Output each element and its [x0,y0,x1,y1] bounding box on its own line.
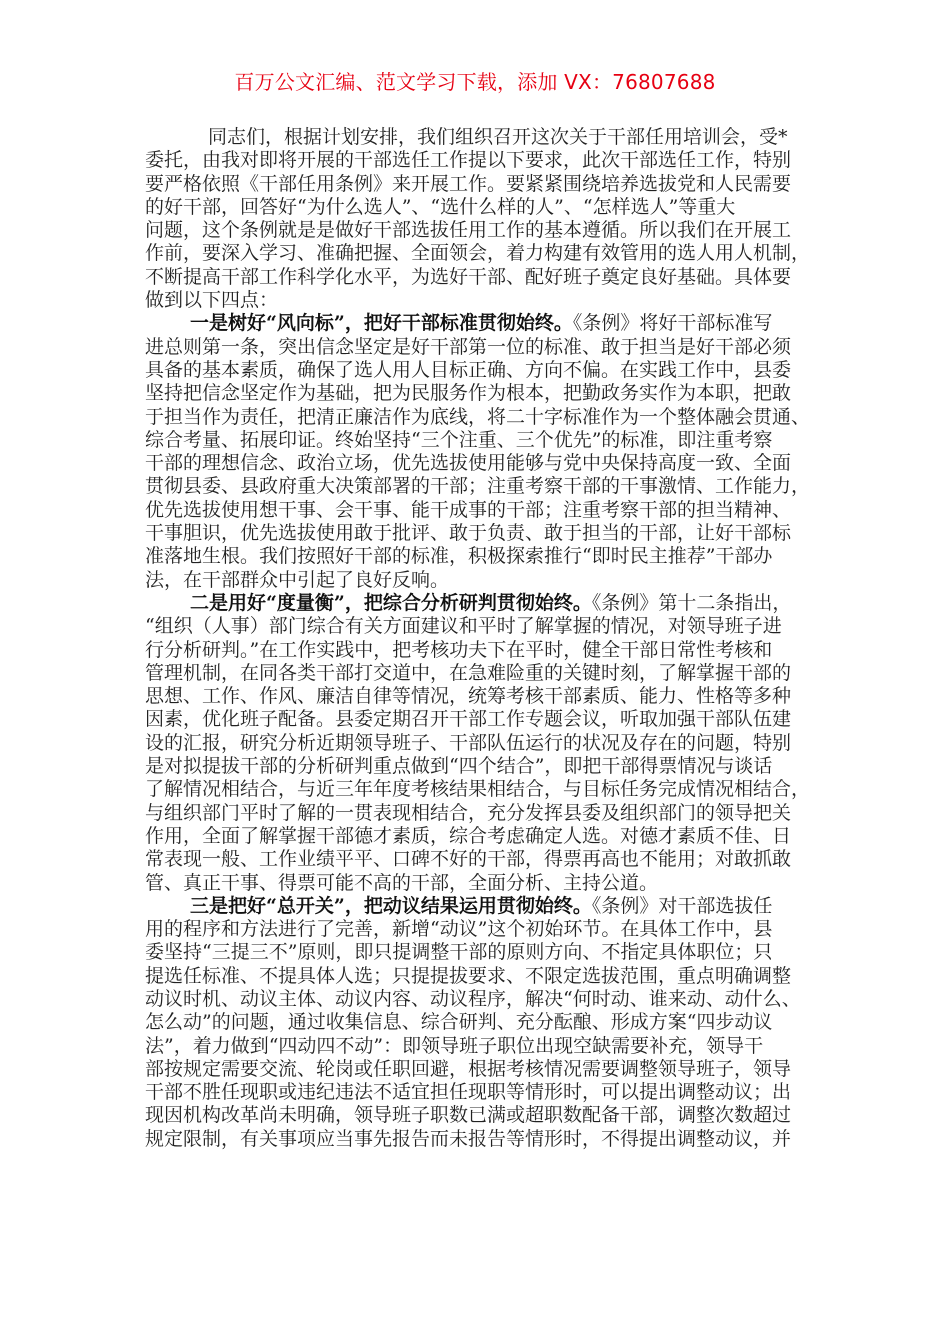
document-body [145,126,825,1151]
paragraph [145,126,825,312]
line-text: 思想、工作、作风、廉洁自律等情况，统筹考核干部素质、能力、性格等多种 [145,685,792,708]
text-line [145,173,825,196]
line-text: 干事胆识，优先选拔使用敢于批评、敢于负责、敢于担当的干部，让好干部标 [145,522,792,545]
line-text: “组织（人事）部门综合有关方面建议和平时了解掌握的情况，对领导班子进 [145,615,782,638]
line-text: 是对拟提拔干部的分析研判重点做到“四个结合”，即把干部得票情况与谈话 [145,755,773,778]
line-text: 部按规定需要交流、轮岗或任职回避，根据考核情况需要调整领导班子，领导 [145,1057,792,1080]
line-text: 坚持把信念坚定作为基础，把为民服务作为根本，把勤政务实作为本职，把敢 [145,382,792,405]
text-line [145,289,825,312]
text-line [145,242,825,265]
text-line [145,732,825,755]
text-line [145,988,825,1011]
line-text: 要严格依照《干部任用条例》来开展工作。要紧紧围绕培养选拔党和人民需要 [145,172,792,195]
text-line [145,1035,825,1058]
line-text: 委托，由我对即将开展的干部选任工作提以下要求，此次干部选任工作，特别 [145,149,792,172]
text-line [145,359,825,382]
line-text: 做到以下四点： [145,289,279,312]
line-text: 问题，这个条例就是是做好干部选拔任用工作的基本遵循。所以我们在开展工 [145,219,792,242]
text-line [145,708,825,731]
text-line [145,196,825,219]
text-line [145,685,825,708]
text-line [145,802,825,825]
text-line [145,662,825,685]
text-line [145,1081,825,1104]
line-text: 作用，全面了解掌握干部德才素质，综合考虑确定人选。对德才素质不佳、日 [145,824,792,847]
line-text: 具备的基本素质，确保了选人用人目标正确、方向不偏。在实践工作中，县委 [145,358,792,381]
line-text: 进总则第一条，突出信念坚定是好干部第一位的标准、敢于担当是好干部必须 [145,335,792,358]
line-text: 用的程序和方法进行了完善，新增“动议”这个初始环节。在具体工作中，县 [145,918,773,941]
section-heading: 三是把好“总开关”，把动议结果运用贯彻始终。 [190,894,592,917]
text-line [145,941,825,964]
text-line [145,895,825,918]
line-text: 怎么动”的问题，通过收集信息、综合研判、充分酝酿、形成方案“四步动议 [145,1011,773,1034]
line-text: 提选任标准、不提具体人选；只提提拔要求、不限定选拔范围，重点明确调整 [145,964,792,987]
text-line [145,266,825,289]
line-text: 与组织部门平时了解的一贯表现相结合，充分发挥县委及组织部门的领导把关 [145,801,792,824]
text-line [145,312,825,335]
line-text: 常表现一般、工作业绩平平、口碑不好的干部，得票再高也不能用；对敢抓敢 [145,848,792,871]
line-text: 了解情况相结合，与近三年年度考核结果相结合，与目标任务完成情况相结合， [145,778,811,801]
text-line [145,406,825,429]
text-line [145,1128,825,1151]
line-text: 法，在干部群众中引起了良好反响。 [145,568,450,591]
line-text: 准落地生根。我们按照好干部的标准，积极探索推行“即时民主推荐”干部办 [145,545,773,568]
text-line [145,522,825,545]
section-heading: 一是树好“风向标”，把好干部标准贯彻始终。 [190,312,573,335]
text-line [145,382,825,405]
line-text: 委坚持“三提三不”原则，即只提调整干部的原则方向、不指定具体职位；只 [145,941,773,964]
text-line [145,755,825,778]
text-line [145,778,825,801]
line-text: 同志们，根据计划安排，我们组织召开这次关于干部任用培训会，受* [208,126,788,148]
text-line [145,336,825,359]
line-text: 作前，要深入学习、准确把握、全面领会，着力构建有效管用的选人用人机制， [145,242,811,265]
text-line [145,429,825,452]
paragraph [145,895,825,1151]
text-line [145,219,825,242]
line-text: 管理机制，在同各类干部打交道中，在急难险重的关键时刻，了解掌握干部的 [145,661,792,684]
text-line [145,848,825,871]
line-text: 贯彻县委、县政府重大决策部署的干部；注重考察干部的干事激情、工作能力， [145,475,811,498]
line-text: 因素，优化班子配备。县委定期召开干部工作专题会议，听取加强干部队伍建 [145,708,792,731]
line-text: 行分析研判。”在工作实践中，把考核功夫下在平时，健全干部日常性考核和 [145,638,773,661]
line-text: 的好干部，回答好“为什么选人”、“选什么样的人”、“怎样选人”等重大 [145,195,736,218]
text-line [145,452,825,475]
text-line [145,545,825,568]
line-text: 优先选拔使用想干事、会干事、能干成事的干部；注重考察干部的担当精神、 [145,498,792,521]
text-line [145,475,825,498]
text-line [145,1011,825,1034]
line-text: 《条例》将好干部标准写 [572,312,773,335]
text-line [145,918,825,941]
text-line [145,149,825,172]
section-heading: 二是用好“度量衡”，把综合分析研判贯彻始终。 [190,591,592,614]
line-text: 动议时机、动议主体、动议内容、动议程序，解决“何时动、谁来动、动什么、 [145,987,801,1010]
text-line [145,499,825,522]
text-line [145,872,825,895]
line-text: 管、真正干事、得票可能不高的干部，全面分析、主持公道。 [145,871,659,894]
line-text: 设的汇报，研究分析近期领导班子、干部队伍运行的状况及存在的问题，特别 [145,731,792,754]
watermark-header: 百万公文汇编、范文学习下载，添加 VX：76807688 [234,70,716,94]
line-text: 法”，着力做到“四动四不动”：即领导班子职位出现空缺需要补充，领导干 [145,1034,764,1057]
line-text: 现因机构改革尚未明确，领导班子职数已满或超职数配备干部，调整次数超过 [145,1104,792,1127]
text-line [145,592,825,615]
line-text: 干部的理想信念、政治立场，优先选拔使用能够与党中央保持高度一致、全面 [145,452,792,475]
text-line [145,825,825,848]
line-text: 《条例》第十二条指出， [591,591,792,614]
line-text: 综合考量、拓展印证。终始坚持“三个注重、三个优先”的标准，即注重考察 [145,428,773,451]
text-line [145,1058,825,1081]
line-text: 干部不胜任现职或违纪违法不适宜担任现职等情形时，可以提出调整动议；出 [145,1081,792,1104]
text-line [145,126,825,149]
line-text: 于担当作为责任，把清正廉洁作为底线，将二十字标准作为一个整体融会贯通、 [145,405,811,428]
text-line [145,569,825,592]
paragraph [145,592,825,895]
text-line [145,1104,825,1127]
paragraph [145,312,825,592]
text-line [145,965,825,988]
text-line [145,639,825,662]
line-text: 《条例》对干部选拔任 [591,894,773,917]
text-line [145,615,825,638]
line-text: 不断提高干部工作科学化水平，为选好干部、配好班子奠定良好基础。具体要 [145,265,792,288]
line-text: 规定限制，有关事项应当事先报告而未报告等情形时，不得提出调整动议，并 [145,1127,792,1150]
